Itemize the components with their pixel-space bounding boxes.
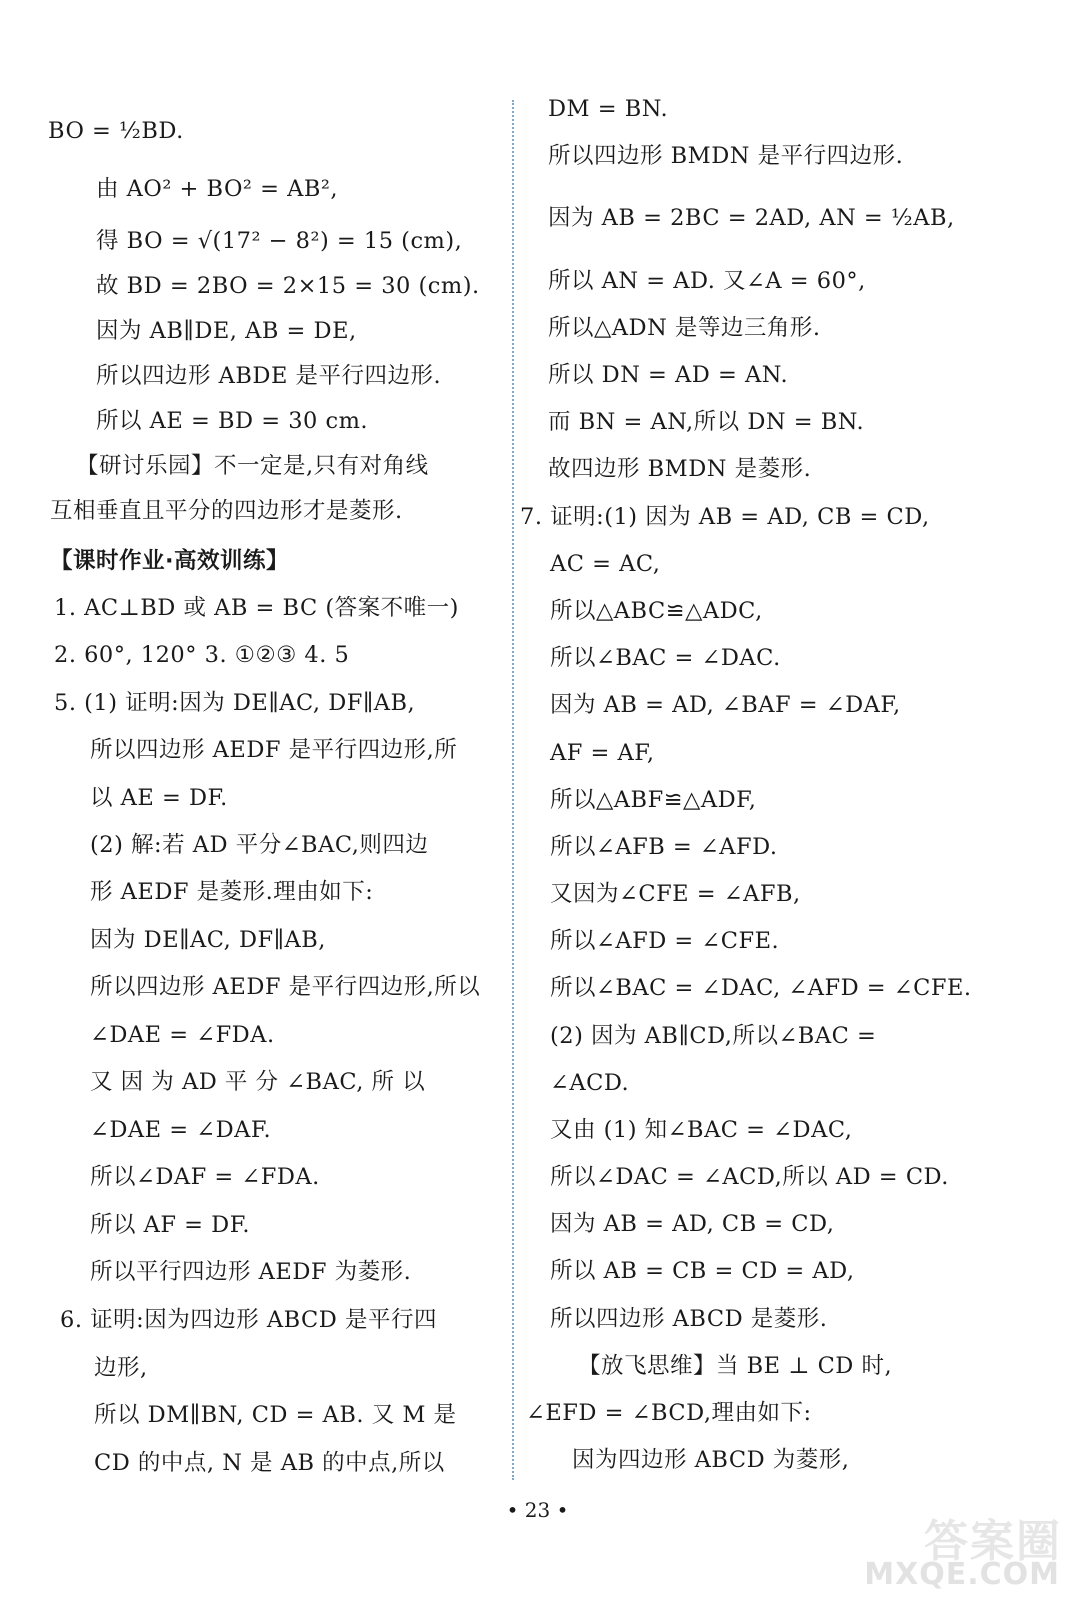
text-line: 所以△ABF≌△ADF,: [550, 787, 757, 813]
answer-item-6: 6. 证明:因为四边形 ABCD 是平行四: [60, 1307, 437, 1333]
text-line: 因为 AB = 2BC = 2AD, AN = ½AB,: [548, 205, 955, 231]
watermark-logo: [862, 1505, 1062, 1595]
text-line: 因为 AB = AD, CB = CD,: [550, 1211, 835, 1237]
text-line: 边形,: [94, 1355, 148, 1381]
text-line: 因为四边形 ABCD 为菱形,: [572, 1447, 850, 1473]
text-line: CD 的中点, N 是 AB 的中点,所以: [94, 1450, 445, 1476]
text-line: 因为 AB∥DE, AB = DE,: [96, 318, 357, 344]
text-line: 所以四边形 BMDN 是平行四边形.: [548, 143, 904, 169]
text-line: 所以∠AFD = ∠CFE.: [550, 928, 780, 954]
answer-item-2-4: 2. 60°, 120° 3. ①②③ 4. 5: [54, 642, 350, 668]
text-line: BO = ½BD.: [48, 118, 184, 144]
answer-item-1: 1. AC⊥BD 或 AB = BC (答案不唯一): [54, 595, 459, 621]
text-line: 故四边形 BMDN 是菱形.: [548, 456, 812, 482]
text-line: 所以四边形 ABCD 是菱形.: [550, 1306, 828, 1332]
text-line: 故 BD = 2BO = 2×15 = 30 (cm).: [96, 273, 480, 299]
text-line: (2) 因为 AB∥CD,所以∠BAC =: [550, 1023, 877, 1049]
text-line: 由 AO² + BO² = AB²,: [96, 176, 339, 202]
watermark-text: 答案圈: [924, 1516, 1062, 1567]
text-line: AF = AF,: [550, 740, 655, 766]
text-line: DM = BN.: [548, 96, 669, 122]
text-line: (2) 解:若 AD 平分∠BAC,则四边: [90, 832, 429, 858]
text-line: 所以∠DAC = ∠ACD,所以 AD = CD.: [550, 1164, 949, 1190]
text-line: 所以△ABC≌△ADC,: [550, 598, 763, 624]
text-line: ∠DAE = ∠FDA.: [90, 1022, 275, 1048]
text-line: 因为 AB = AD, ∠BAF = ∠DAF,: [550, 692, 901, 718]
text-line: 又由 (1) 知∠BAC = ∠DAC,: [550, 1117, 853, 1143]
answer-item-5: 5. (1) 证明:因为 DE∥AC, DF∥AB,: [54, 690, 416, 716]
section-heading-discussion: 【研讨乐园】不一定是,只有对角线: [76, 453, 429, 479]
text-line: 所以∠BAC = ∠DAC.: [550, 645, 781, 671]
text-line: ∠ACD.: [550, 1070, 630, 1096]
text-line: 所以 AE = BD = 30 cm.: [96, 408, 369, 434]
column-divider: [512, 100, 514, 1480]
text-line: 所以 DN = AD = AN.: [548, 362, 789, 388]
text-line: 又 因 为 AD 平 分 ∠BAC, 所 以: [90, 1069, 426, 1095]
text-line: 所以四边形 ABDE 是平行四边形.: [96, 363, 442, 389]
text-line: 所以△ADN 是等边三角形.: [548, 315, 821, 341]
text-line: 而 BN = AN,所以 DN = BN.: [548, 409, 865, 435]
text-line: ∠EFD = ∠BCD,理由如下:: [526, 1400, 812, 1426]
section-heading-think: 【放飞思维】当 BE ⊥ CD 时,: [578, 1353, 893, 1379]
text-line: 又因为∠CFE = ∠AFB,: [550, 881, 801, 907]
text-line: AC = AC,: [550, 551, 661, 577]
text-line: 所以 AF = DF.: [90, 1212, 250, 1238]
text-line: 所以 AN = AD. 又∠A = 60°,: [548, 268, 866, 294]
text-line: 所以∠BAC = ∠DAC, ∠AFD = ∠CFE.: [550, 975, 972, 1001]
text-line: 互相垂直且平分的四边形才是菱形.: [50, 498, 403, 524]
text-line: 所以 DM∥BN, CD = AB. 又 M 是: [94, 1402, 457, 1428]
section-heading-homework: 【课时作业·高效训练】: [50, 548, 290, 574]
text-line: ∠DAE = ∠DAF.: [90, 1117, 272, 1143]
text-line: 所以∠AFB = ∠AFD.: [550, 834, 778, 860]
text-line: 所以四边形 AEDF 是平行四边形,所以: [90, 974, 481, 1000]
answer-item-7: 7. 证明:(1) 因为 AB = AD, CB = CD,: [520, 504, 930, 530]
text-line: 因为 DE∥AC, DF∥AB,: [90, 927, 326, 953]
text-line: 形 AEDF 是菱形.理由如下:: [90, 879, 374, 905]
text-line: 得 BO = √(17² − 8²) = 15 (cm),: [96, 228, 463, 254]
watermark-url: MXQE.COM: [864, 1557, 1060, 1592]
text-line: 以 AE = DF.: [90, 785, 228, 811]
text-line: 所以四边形 AEDF 是平行四边形,所: [90, 737, 458, 763]
page-number: • 23 •: [506, 1498, 569, 1522]
text-line: 所以∠DAF = ∠FDA.: [90, 1164, 320, 1190]
text-line: 所以平行四边形 AEDF 为菱形.: [90, 1259, 412, 1285]
text-line: 所以 AB = CB = CD = AD,: [550, 1258, 855, 1284]
